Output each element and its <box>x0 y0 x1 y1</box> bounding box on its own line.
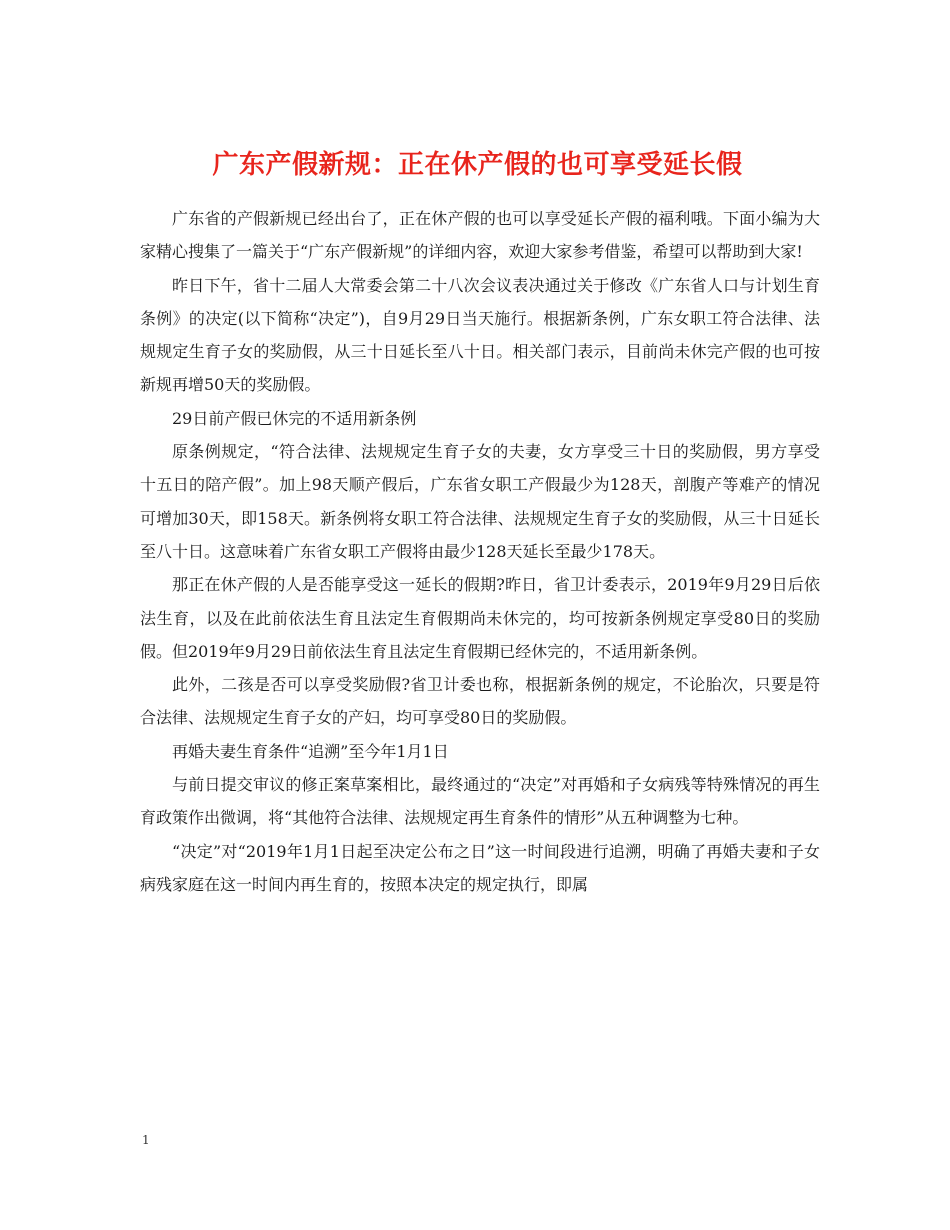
page-number: 1 <box>142 1133 150 1147</box>
subheading-remarried-couples: 再婚夫妻生育条件“追溯”至今年1月1日 <box>172 741 449 761</box>
paragraph-policy-adjustment: 与前日提交审议的修正案草案相比，最终通过的“决定”对再婚和子女病残等特殊情况的再生育政策作出微调，将“其他符合法律、法规规定再生育条件的情形”从五种调整为七种。 <box>140 775 820 828</box>
document-title: 广东产假新规：正在休产假的也可享受延长假 <box>212 150 743 181</box>
paragraph-second-child: 此外，二孩是否可以享受奖励假?省卫计委也称，根据新条例的规定，不论胎次，只要是符合法律、法规规定生育子女的产妇，均可享受80日的奖励假。 <box>140 675 820 728</box>
paragraph-decision: 昨日下午，省十二届人大常委会第二十八次会议表决通过关于修改《广东省人口与计划生育条例》的决定(以下简称“决定”)，自9月29日当天施行。根据新条例，广东女职工符合法律、法规规定生育子女的奖励假，从三十日延长至八十日。相关部门表示，目前尚未休完产假的也可按新规再增50天的奖励假。 <box>140 275 820 395</box>
paragraph-retroactive-period: “决定”对“2019年1月1日起至决定公布之日”这一时间段进行追溯，明确了再婚夫妻和子女病残家庭在这一时间内再生育的，按照本决定的规定执行，即属 <box>140 841 820 894</box>
paragraph-intro: 广东省的产假新规已经出台了，正在休产假的也可以享受延长产假的福利哦。下面小编为大家精心搜集了一篇关于“广东产假新规”的详细内容，欢迎大家参考借鉴，希望可以帮助到大家! <box>140 209 820 262</box>
subheading-not-applicable: 29日前产假已休完的不适用新条例 <box>172 408 417 428</box>
paragraph-current-leave: 那正在休产假的人是否能享受这一延长的假期?昨日，省卫计委表示，2019年9月29日后依法生育，以及在此前依法生育且法定生育假期尚未休完的，均可按新条例规定享受80日的奖励假。但2019年9月29日前依法生育且法定生育假期已经休完的，不适用新条例。 <box>140 575 820 661</box>
paragraph-original-regulation: 原条例规定，“符合法律、法规规定生育子女的夫妻，女方享受三十日的奖励假，男方享受十五日的陪产假”。加上98天顺产假后，广东省女职工产假最少为128天，剖腹产等难产的情况可增加30天，即158天。新条例将女职工符合法律、法规规定生育子女的奖励假，从三十日延长至八十日。这意味着广东省女职工产假将由最少128天延长至最少178天。 <box>140 442 820 561</box>
document-body <box>140 202 820 901</box>
